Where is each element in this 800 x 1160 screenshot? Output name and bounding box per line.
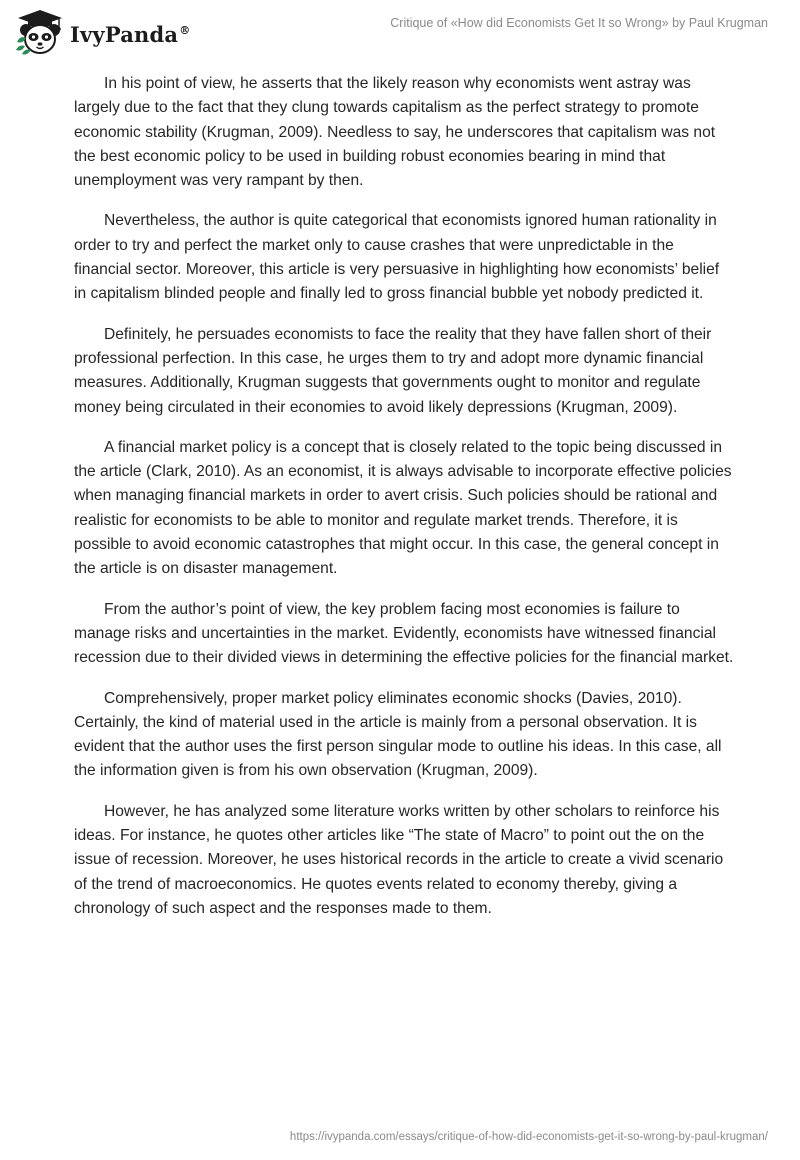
paragraph-3: Definitely, he persuades economists to face the reality that they have fallen short of their professional perfection. In this case, he urges them to try and adopt more dynamic financial measures. Additionally, Krugman suggests that governments ought to monitor and regulate money being circulated in their economies to avoid likely depressions (Krugman, 2009). — [74, 325, 712, 416]
source-url[interactable]: https://ivypanda.com/essays/critique-of-how-did-economists-get-it-so-wrong-by-paul-krugman/ — [289, 1131, 768, 1143]
ivypanda-logo[interactable] — [14, 8, 190, 56]
paragraph-6: Comprehensively, proper market policy eliminates economic shocks (Davies, 2010). Certainly, the kind of material used in the article is mainly from a personal observation. It is evident that the author uses the first person singular mode to outline his ideas. In this case, all the information given is from his own observation (Krugman, 2009). — [74, 689, 722, 780]
paragraph-4: A financial market policy is a concept that is closely related to the topic being discussed in the article (Clark, 2010). As an economist, it is always advisable to incorporate effective policies when managing financial markets in order to avert crisis. Such policies should be rational and realistic for economists to be able to monitor and regulate market trends. Therefore, it is possible to avoid economic catastrophes that might occur. In this case, the general concept in the article is on disaster management. — [74, 438, 732, 578]
paragraph-7: However, he has analyzed some literature works written by other scholars to reinforce his ideas. For instance, he quotes other articles like “The state of Macro” to point out the on the issue of recession. Moreover, he uses historical records in the article to create a vivid scenario of the trend of macroeconomics. He quotes events related to economy thereby, giving a chronology of such aspect and the responses made to them. — [74, 802, 724, 917]
logo-name: IvyPanda — [70, 21, 179, 47]
document-title: Critique of «How did Economists Get It so Wrong» by Paul Krugman — [390, 16, 768, 30]
article-body — [74, 72, 734, 937]
paragraph-1: In his point of view, he asserts that the likely reason why economists went astray was largely due to the fact that they clung towards capitalism as the perfect strategy to promote economic stability (Krugman, 2009). Needless to say, he underscores that capitalism was not the best economic policy to be used in building robust economies bearing in mind that unemployment was very rampant by then. — [74, 75, 716, 190]
logo-wordmark — [70, 22, 190, 47]
registered-mark: ® — [179, 23, 191, 37]
panda-graduate-icon — [14, 8, 66, 56]
paragraph-5: From the author’s point of view, the key problem facing most economies is failure to manage risks and uncertainties in the market. Evidently, economists have witnessed financial recession due to their divided views in determining the effective policies for the financial market. — [74, 600, 734, 667]
paragraph-2: Nevertheless, the author is quite categorical that economists ignored human rationality in order to try and perfect the market only to cause crashes that were unpredictable in the financial sector. Moreover, this article is very persuasive in highlighting how economists’ belief in capitalism blinded people and finally led to gross financial bubble yet nobody predicted it. — [74, 212, 720, 303]
page-header — [0, 0, 800, 60]
